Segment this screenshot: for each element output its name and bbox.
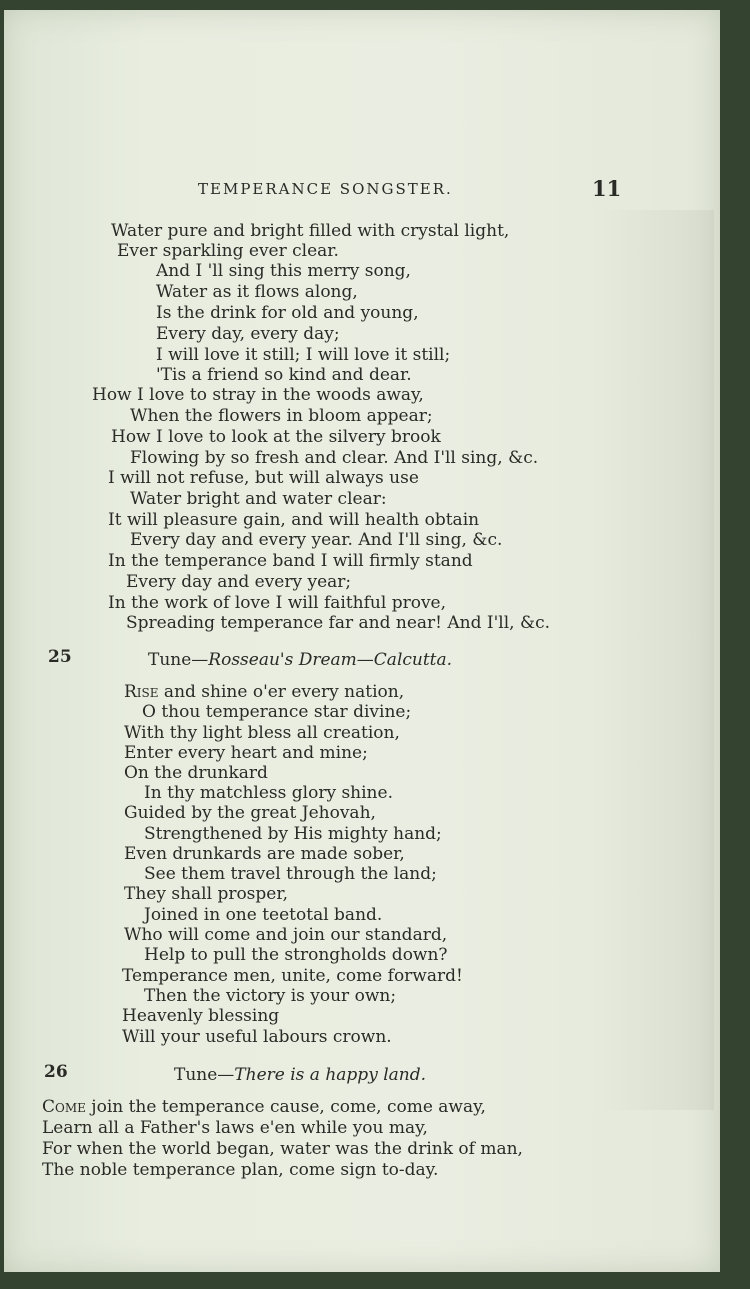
book-page	[4, 10, 720, 1272]
verse-line: Flowing by so fresh and clear. And I'll sing, &c.	[130, 448, 539, 468]
page-header	[4, 176, 720, 204]
tune-heading	[174, 1065, 426, 1085]
verse-line: Is the drink for old and young,	[156, 303, 419, 323]
verse-line: Water pure and bright filled with crystal light,	[111, 221, 510, 241]
verse-line: And I 'll sing this merry song,	[156, 261, 411, 281]
first-line-text: and shine o'er every nation,	[158, 682, 405, 702]
verse-line: Temperance men, unite, come forward!	[122, 966, 463, 986]
verse-line: In the work of love I will faithful prove,	[108, 593, 447, 613]
tune-prefix: Tune—	[148, 650, 209, 670]
verse-line: Help to pull the strongholds down?	[144, 945, 448, 965]
verse-line: Enter every heart and mine;	[124, 743, 368, 763]
running-title: TEMPERANCE SONGSTER.	[198, 180, 453, 198]
tune-heading	[148, 650, 452, 670]
song-number: 25	[48, 647, 72, 667]
verse-line: I will not refuse, but will always use	[108, 468, 419, 488]
verse-first-line	[42, 1097, 486, 1117]
verse-line: Every day and every year. And I'll sing, &c.	[130, 530, 503, 550]
tune-prefix: Tune—	[174, 1065, 235, 1085]
verse-line: Joined in one teetotal band.	[144, 905, 383, 925]
verse-line: For when the world began, water was the drink of man,	[42, 1139, 523, 1159]
verse-line: Guided by the great Jehovah,	[124, 803, 376, 823]
verse-line: Learn all a Father's laws e'en while you may,	[42, 1118, 428, 1138]
verse-line: O thou temperance star divine;	[142, 702, 412, 722]
page-number: 11	[592, 176, 622, 201]
verse-line: It will pleasure gain, and will health obtain	[108, 510, 480, 530]
verse-line: Who will come and join our standard,	[124, 925, 448, 945]
verse-line: In thy matchless glory shine.	[144, 783, 393, 803]
show-through-shadow	[594, 210, 714, 1110]
verse-line: When the flowers in bloom appear;	[130, 406, 433, 426]
verse-line: Water as it flows along,	[156, 282, 358, 302]
verse-line: Ever sparkling ever clear.	[117, 241, 339, 261]
tune-name: Rosseau's Dream—Calcutta.	[208, 650, 453, 670]
verse-line: The noble temperance plan, come sign to-day.	[42, 1160, 439, 1180]
verse-line: Will your useful labours crown.	[122, 1027, 392, 1047]
verse-line: In the temperance band I will firmly stand	[108, 551, 473, 571]
verse-line: How I love to look at the silvery brook	[111, 427, 441, 447]
initial-word: Come	[42, 1097, 86, 1117]
verse-line: Strengthened by His mighty hand;	[144, 824, 442, 844]
verse-line: Then the victory is your own;	[144, 986, 397, 1006]
song-number: 26	[44, 1062, 68, 1082]
verse-line: On the drunkard	[124, 763, 268, 783]
verse-line: Heavenly blessing	[122, 1006, 280, 1026]
verse-line: 'Tis a friend so kind and dear.	[156, 365, 412, 385]
verse-line: See them travel through the land;	[144, 864, 437, 884]
verse-line: With thy light bless all creation,	[124, 723, 400, 743]
first-line-text: join the temperance cause, come, come away,	[85, 1097, 486, 1117]
verse-line: Every day, every day;	[156, 324, 340, 344]
verse-line: Water bright and water clear:	[130, 489, 387, 509]
verse-line: I will love it still; I will love it still;	[156, 345, 451, 365]
verse-line: Spreading temperance far and near! And I'll, &c.	[126, 613, 551, 633]
initial-word: Rise	[124, 682, 159, 702]
tune-name: There is a happy land.	[234, 1065, 427, 1085]
verse-line: How I love to stray in the woods away,	[92, 385, 424, 405]
verse-line: Every day and every year;	[126, 572, 352, 592]
verse-first-line	[124, 682, 404, 702]
verse-line: Even drunkards are made sober,	[124, 844, 405, 864]
verse-line: They shall prosper,	[124, 884, 289, 904]
